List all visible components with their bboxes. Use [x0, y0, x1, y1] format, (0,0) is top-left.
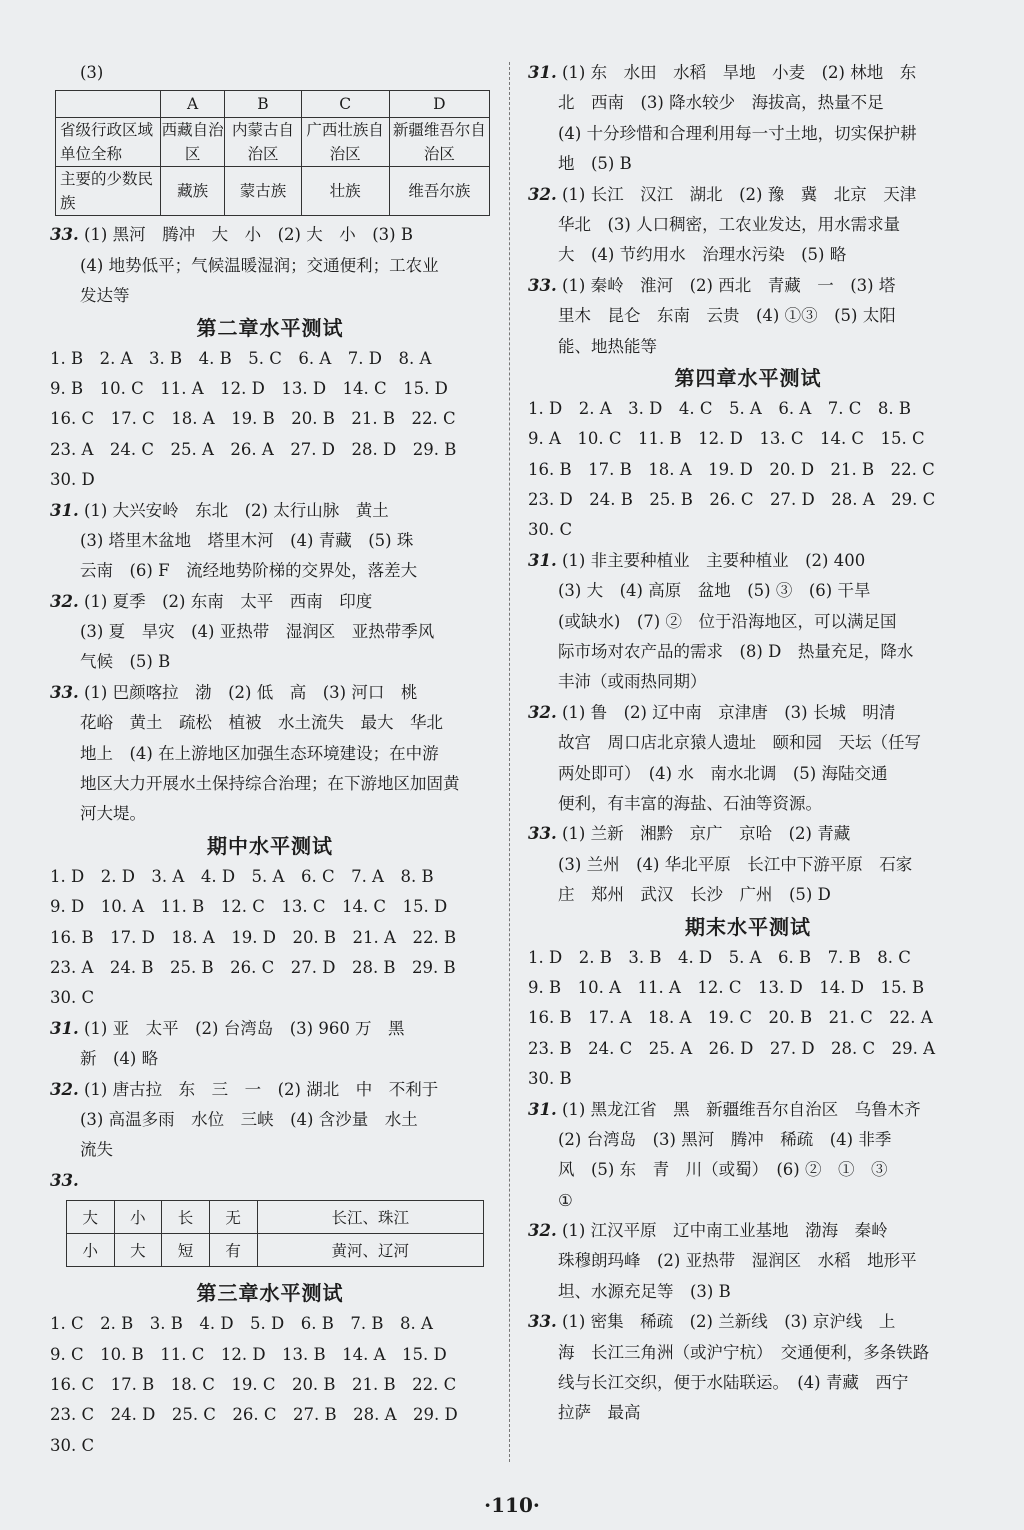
midterm-mc-answers: 1. D 2. D 3. A 4. D 5. A 6. C 7. A 8. B 9. D 10. A 11. B 12. C 13. C 14. C 15. D 16. B 17. D 18. A 19. D 20. B 21. A 22. B 23. A 24. B 25. B 26. C 27. D 28. B 29. B 30. C — [50, 866, 457, 1008]
table-row: 大 小 长 无 长江、珠江 — [67, 1201, 484, 1234]
ch4-mc-answers: 1. D 2. A 3. D 4. C 5. A 6. A 7. C 8. B 9. A 10. C 11. B 12. D 13. C 14. C 15. C 16. B 17. B 18. A 19. D 20. D 21. B 22. C 23. D 24. B 25. B 26. C 27. D 28. A 29. C 30. C — [528, 398, 936, 540]
column-divider — [509, 62, 510, 1462]
midterm-q33-label: 33. — [50, 1170, 79, 1190]
ch2-mc-answers: 1. B 2. A 3. B 4. B 5. C 6. A 7. D 8. A 9. B 10. C 11. A 12. D 13. D 14. C 15. D 16. C 17. C 18. A 19. B 20. B 21. B 22. C 23. A 24. C 25. A 26. A 27. D 28. D 29. B 30. D — [50, 348, 457, 490]
ch4-q31: 31. (1) 非主要种植业 主要种植业 (2) 400 (3) 大 (4) 高原 盆地 (5) ③ (6) 干旱 (或缺水) (7) ② 位于沿海地区，可以满足国 际市场对农产品的需求 (8) D 热量充足，降水 丰沛（或雨热同期） — [528, 550, 914, 692]
final-q31: 31. (1) 黑龙江省 黑 新疆维吾尔自治区 乌鲁木齐 (2) 台湾岛 (3) 黑河 腾冲 稀疏 (4) 非季 风 (5) 东 青 川（或蜀） (6) ② ① ③ ① — [528, 1099, 921, 1210]
q33-answer: 33. (1) 秦岭 淮河 (2) 西北 青藏 一 (3) 塔 里木 昆仑 东南 云贵 (4) ①③ (5) 太阳 能、地热能等 — [528, 275, 896, 356]
q32-answer: 32. (1) 长江 汉江 湖北 (2) 豫 冀 北京 天津 华北 (3) 人口稠密，工农业发达，用水需求量 大 (4) 节约用水 治理水污染 (5) 略 — [528, 184, 917, 265]
table-row: 省级行政区域单位全称 西藏自治区 内蒙古自治区 广西壮族自治区 新疆维吾尔自治区 — [56, 118, 490, 167]
section-title-midterm: 期中水平测试 — [207, 833, 333, 858]
table-row: A B C D — [56, 91, 490, 118]
midterm-q32: 32. (1) 唐古拉 东 三 一 (2) 湖北 中 不利于 (3) 高温多雨 水位 三峡 (4) 含沙量 水土 流失 — [50, 1079, 439, 1160]
section-title-ch4: 第四章水平测试 — [674, 365, 822, 390]
ch3-mc-answers: 1. C 2. B 3. B 4. D 5. D 6. B 7. B 8. A 9. C 10. B 11. C 12. D 13. B 14. A 15. D 16. C 17. B 18. C 19. C 20. B 21. B 22. C 23. C 24. D 25. C 26. C 27. B 28. A 29. D 30. C — [50, 1314, 458, 1455]
left-column — [50, 58, 490, 1461]
right-column — [528, 58, 968, 1429]
section-title-ch2: 第二章水平测试 — [196, 315, 344, 340]
q31-answer: 31. (1) 东 水田 水稻 旱地 小麦 (2) 林地 东 北 西南 (3) 降水较少 海拔高，热量不足 (4) 十分珍惜和合理利用每一寸土地，切实保护耕 地 (5) B — [528, 63, 917, 174]
page-number: ·110· — [484, 1493, 540, 1517]
province-table — [55, 90, 490, 216]
final-q33: 33. (1) 密集 稀疏 (2) 兰新线 (3) 京沪线 上 海 长江三角洲（或沪宁杭） 交通便利，多条铁路 线与长江交织，便于水陆联运。 (4) 青藏 西宁 拉萨 最高 — [528, 1312, 930, 1423]
final-q32: 32. (1) 江汉平原 辽中南工业基地 渤海 秦岭 珠穆朗玛峰 (2) 亚热带 湿润区 水稻 地形平 坦、水源充足等 (3) B — [528, 1221, 917, 1301]
section-title-final: 期末水平测试 — [685, 914, 811, 939]
final-mc-answers: 1. D 2. B 3. B 4. D 5. A 6. B 7. B 8. C 9. B 10. A 11. A 12. C 13. D 14. D 15. B 16. B 17. A 18. A 19. C 20. B 21. C 22. A 23. B 24. C 25. A 26. D 27. D 28. C 29. A 30. B — [528, 947, 936, 1089]
river-table — [66, 1200, 484, 1267]
midterm-q31: 31. (1) 亚 太平 (2) 台湾岛 (3) 960 万 黑 新 (4) 略 — [50, 1018, 405, 1069]
ch2-q31: 31. (1) 大兴安岭 东北 (2) 太行山脉 黄土 (3) 塔里木盆地 塔里木河 (4) 青藏 (5) 珠 云南 (6) F 流经地势阶梯的交界处，落差大 — [50, 500, 418, 581]
ch2-q32: 32. (1) 夏季 (2) 东南 太平 西南 印度 (3) 夏 旱灾 (4) 亚热带 湿润区 亚热带季风 气候 (5) B — [50, 591, 435, 672]
table1-label: (3) — [80, 63, 104, 82]
ch4-q33: 33. (1) 兰新 湘黔 京广 京哈 (2) 青藏 (3) 兰州 (4) 华北平原 长江中下游平原 石家 庄 郑州 武汉 长沙 广州 (5) D — [528, 824, 913, 905]
ch4-q32: 32. (1) 鲁 (2) 辽中南 京津唐 (3) 长城 明清 故宫 周口店北京猿人遗址 颐和园 天坛（任写 两处即可） (4) 水 南水北调 (5) 海陆交通 便利，有丰富的海盐、石油等资源。 — [528, 702, 921, 813]
q33-answer: 33. (1) 黑河 腾冲 大 小 (2) 大 小 (3) B (4) 地势低平；气候温暖湿润；交通便利；工农业 发达等 — [50, 225, 439, 306]
ch2-q33: 33. (1) 巴颜喀拉 渤 (2) 低 高 (3) 河口 桃 花峪 黄土 疏松 植被 水土流失 最大 华北 地上 (4) 在上游地区加强生态环境建设；在中游 地区大力开展水土保持综合治理；在下游地区加固黄 河大堤。 — [50, 682, 460, 824]
section-title-ch3: 第三章水平测试 — [196, 1281, 344, 1306]
table-row: 主要的少数民族 藏族 蒙古族 壮族 维吾尔族 — [56, 167, 490, 216]
table-row: 小 大 短 有 黄河、辽河 — [67, 1234, 484, 1267]
